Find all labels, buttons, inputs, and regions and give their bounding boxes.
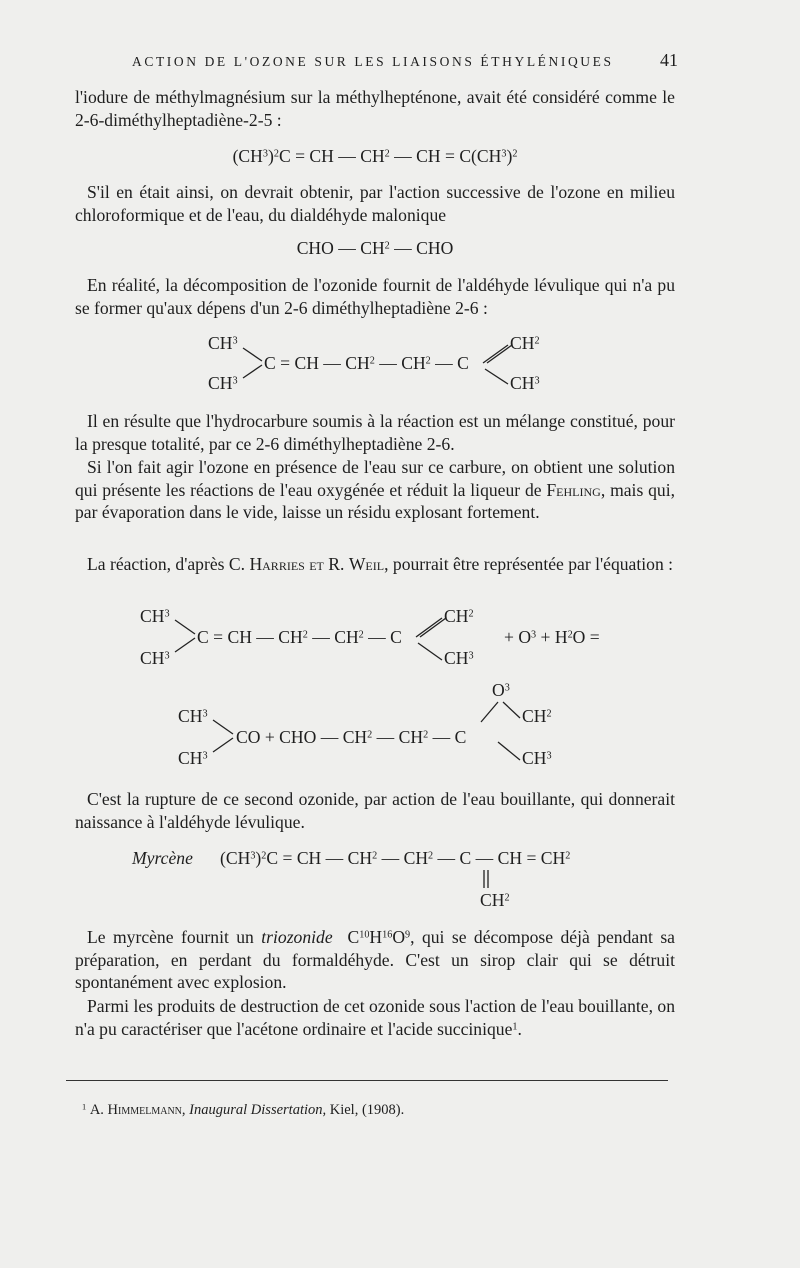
header-title: ACTION DE L'OZONE SUR LES LIAISONS ÉTHYLÉNIQUES (132, 54, 614, 69)
bond-2e (418, 643, 442, 660)
formula3-o3: $O^3$ (492, 680, 510, 700)
formula1-ch2: $CH^2$ (510, 333, 540, 353)
formula2-ch2: $CH^2$ (444, 606, 474, 626)
myrcene-ch2: $CH^2$ (480, 890, 510, 910)
myrcene-label: Myrcène (132, 848, 193, 868)
paragraph-1: l'iodure de méthylmagnésium sur la méthylhepténone, avait été considéré comme le 2-6-diméthylheptadiène-2-5 : (75, 87, 675, 130)
weil-name: Weil (348, 554, 385, 574)
bond-2c (416, 618, 442, 637)
bond-3d (503, 702, 520, 718)
bond-2d (420, 618, 446, 637)
formula-malonic: CHO — $CH^2$ — CHO (296, 238, 454, 258)
paragraph-6: La réaction, d'après C. Harries et R. Weil, pourrait être représentée par l'équation : (87, 554, 674, 574)
formula1-ch3-right: $CH^3$ (510, 373, 540, 393)
bond-2b (175, 638, 195, 652)
bond-3b (213, 738, 233, 752)
formula3-ch3-bottom: $CH^3$ (178, 748, 208, 768)
bond-1e (485, 369, 508, 384)
formula2-ch3-top: $CH^3$ (140, 606, 170, 626)
formula-diene-2-5: $(CH^3)^2C$ = CH — $CH^2$ — CH = $C(CH^3)^2$ (232, 146, 518, 166)
formula2-reagents: + $O^3 + H^2O$ = (504, 627, 600, 647)
footnote-rule (66, 1080, 668, 1081)
formula2-chain: C = CH — $CH^2$ — $CH^2$ — C (197, 627, 402, 647)
formula1-chain: C = CH — $CH^2$ — $CH^2$ — C (264, 353, 469, 373)
triozonide-term: triozonide (261, 927, 333, 947)
bond-1a (243, 348, 262, 361)
myrcene-formula: $(CH^3)^2C$ = CH — $CH^2$ — $CH^2$ — C — CH = $CH^2$ (220, 848, 571, 868)
formula2-ch3-right: $CH^3$ (444, 648, 474, 668)
bond-1b (243, 365, 262, 378)
paragraph-4: Il en résulte que l'hydrocarbure soumis à la réaction est un mélange constitué, pour la presque totalité, par ce 2-6 diméthylheptadiène 2-6. (75, 411, 675, 454)
bond-1c (483, 345, 508, 363)
formula3-ch3-right: $CH^3$ (522, 748, 552, 768)
harries-name: Harries et (249, 554, 324, 574)
bond-2a (175, 620, 195, 634)
formula1-ch3-top: $CH^3$ (208, 333, 238, 353)
formula3-ch3-top: $CH^3$ (178, 706, 208, 726)
footnote-mark: 1 (512, 1020, 518, 1032)
paragraph-2: S'il en était ainsi, on devrait obtenir, par l'action successive de l'ozone en milieu chloroformique et de l'eau, du dialdéhyde malonique (75, 182, 675, 225)
paragraph-7: C'est la rupture de ce second ozonide, par action de l'eau bouillante, qui donnerait naissance à l'aldéhyde lévulique. (75, 789, 675, 832)
paragraph-8: Le myrcène fournit un triozonide $C^{10}H^{16}O^9$, qui se décompose déjà pendant sa préparation, en perdant du formaldéhyde. C'est un sirop clair qui se détruit spontanément avec explosion. (75, 927, 675, 993)
paragraph-3: En réalité, la décomposition de l'ozonide fournit de l'aldéhyde lévulique qui n'a pu se former qu'aux dépens d'un 2-6 diméthylheptadiène 2-6 : (75, 275, 675, 318)
bond-3a (213, 720, 233, 734)
paragraph-9: Parmi les produits de destruction de cet ozonide sous l'action de l'eau bouillante, on n'a pu caractériser que l'acétone ordinaire et l'acide succinique$^1$. (75, 996, 675, 1039)
formula3-chain: CO + CHO — $CH^2$ — $CH^2$ — C (236, 727, 467, 747)
bond-3c (481, 702, 498, 722)
footnote: $^1$ A. Himmelmann, Inaugural Dissertation, Kiel, (1908). (82, 1102, 405, 1118)
fehling-name: Fehling (546, 479, 601, 500)
paragraph-5: Si l'on fait agir l'ozone en présence de l'eau sur ce carbure, on obtient une solution qui présente les réactions de l'eau oxygénée et réduit la liqueur de Fehling, mais qui, par évaporation dans le vide, laisse un résidu explosant fortement. (75, 457, 675, 523)
bond-3e (498, 742, 520, 760)
formula1-ch3-bottom: $CH^3$ (208, 373, 238, 393)
bond-1d (487, 345, 512, 363)
formula2-ch3-bottom: $CH^3$ (140, 648, 170, 668)
formula3-ch2: $CH^2$ (522, 706, 552, 726)
page-number: 41 (660, 50, 678, 70)
